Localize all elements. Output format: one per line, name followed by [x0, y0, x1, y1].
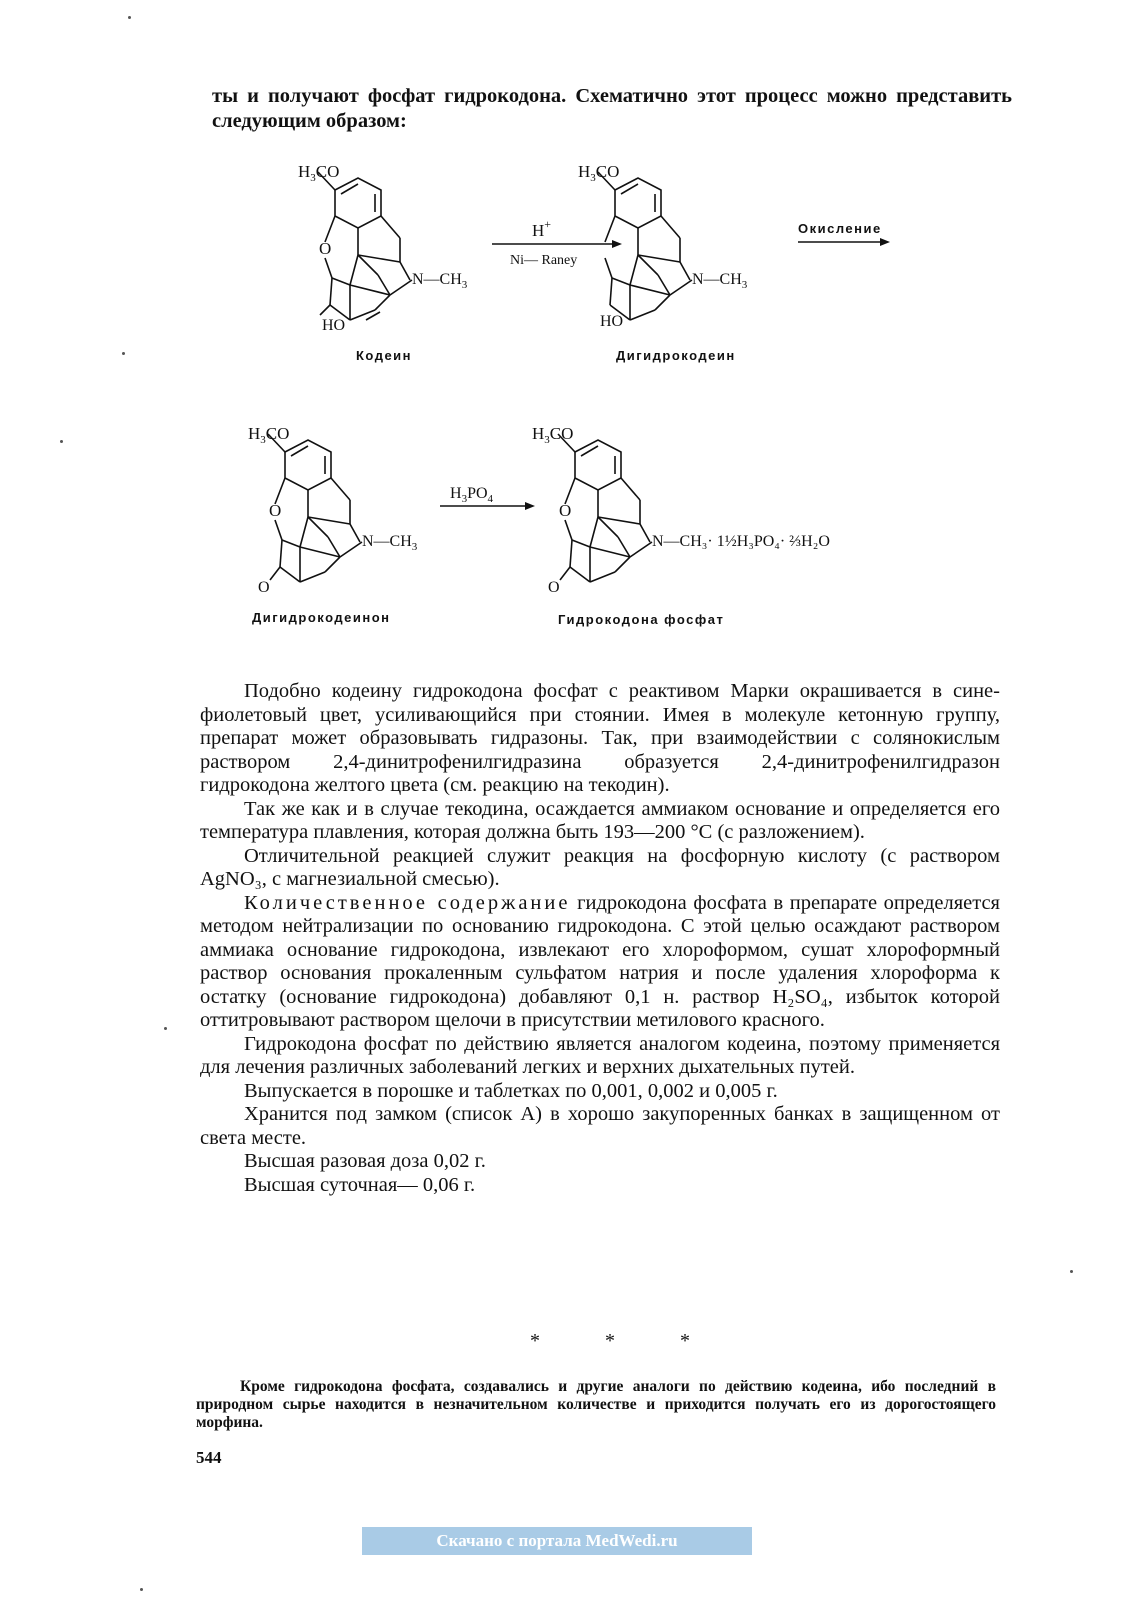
- paragraph: Гидрокодона фосфат по действию является аналогом кодеина, поэтому применяется для лечения различных заболеваний легких и верхних дыхательных путей.: [200, 1032, 1000, 1078]
- paragraph: Количественное содержание гидрокодона фосфата в препарате определяется методом нейтрализации по основанию гидрокодона. С этой целью осаждают раствором аммиака основание гидрокодона, извлекают его хлороформом, сушат хлороформный раствор основания прокаленным сульфатом натрия и после удаления хлороформа к остатку (основание гидрокодона) добавляют 0,1 н. раствор H₂SO₄, избыток которой оттитровывают раствором щелочи в присутствии метилового красного.: [200, 891, 1000, 1031]
- scan-speck: [164, 1027, 167, 1030]
- spaced-heading: Количественное содержание: [244, 891, 571, 914]
- svg-text:H3CO: $H_3CO$: [298, 162, 340, 184]
- svg-text:HO: HO: [322, 317, 346, 334]
- paragraph: Высшая разовая доза 0,02 г.: [244, 1150, 486, 1172]
- scan-speck: [122, 352, 125, 355]
- paragraph: Выпускается в порошке и таблетках по 0,001, 0,002 и 0,005 г.: [244, 1079, 778, 1102]
- svg-text:N—CH3: $N—CH_3$: [412, 271, 468, 291]
- hydrocodone-phosphate-structure: [532, 424, 830, 627]
- footnote: Кроме гидрокодона фосфата, создавались и другие аналоги по действию кодеина, ибо последний в природном сырье находится в незначительном количестве и приходится получать его из дорогостоящего морфина.: [196, 1378, 996, 1431]
- page-number: 544: [196, 1448, 222, 1467]
- paragraph: Высшая суточная— 0,06 г.: [244, 1173, 476, 1196]
- codeine-structure: [298, 162, 468, 363]
- download-watermark-link[interactable]: Скачано с портала MedWedi.ru: [362, 1527, 752, 1555]
- paragraph: Хранится под замком (список А) в хорошо закупоренных банках в защищенном от света месте.: [200, 1103, 1000, 1149]
- arrow-hydrogenation: [492, 217, 622, 268]
- svg-text:O: O: [559, 501, 572, 520]
- scan-speck: [128, 16, 131, 19]
- paragraph: Подобно кодеину гидрокодона фосфат с реактивом Марки окрашивается в сине-фиолетовый цвет, усиливающийся при стоянии. Имея в молекуле кетонную группу, препарат может образовывать гидразоны. Так, при взаимодействии с солянокислым раствором 2,4-динитрофенилгидразина образуется 2,4-динитрофенилгидразон гидрокодона желтого цвета (см. реакцию на текодин).: [200, 680, 1000, 796]
- scan-speck: [140, 1588, 143, 1591]
- arrow-oxidation: [798, 221, 890, 246]
- dihydrocodeine-label: Дигидрокодеин: [616, 348, 736, 363]
- paragraph: Отличительной реакцией служит реакция на фосфорную кислоту (с раствором AgNO₃, с магнезиальной смесью).: [200, 844, 1000, 890]
- svg-text:H3PO4: $H_3PO_4$: [450, 485, 494, 505]
- arrow-phosphoric-acid: [440, 485, 535, 510]
- intro-text: ты и получают фосфат гидрокодона. Схематично этот процесс можно представить следующим образом:: [212, 85, 1012, 132]
- scan-speck: [60, 440, 63, 443]
- dihydrocodeine-structure: [578, 162, 748, 363]
- svg-text:H+: H+: [532, 217, 552, 240]
- reaction-scheme: [240, 150, 1000, 640]
- svg-text:O: O: [319, 239, 332, 258]
- codeine-label: Кодеин: [356, 348, 413, 363]
- hydrocodone-phosphate-label: Гидрокодона фосфат: [558, 612, 725, 627]
- svg-text:O: O: [548, 579, 560, 596]
- svg-text:N—CH₃· 1½H₃PO₄· ⅔H₂O: N—CH₃· 1½H₃PO₄· ⅔H₂O: [652, 533, 830, 550]
- body-text: [200, 680, 1000, 1197]
- svg-text:N—CH3: $N—CH_3$: [692, 271, 748, 291]
- dihydrocodeinone-structure: [248, 424, 418, 625]
- svg-text:HO: HO: [600, 313, 624, 330]
- svg-text:O: O: [258, 579, 270, 596]
- svg-text:H3CO: $H_3CO$: [532, 424, 574, 446]
- scan-speck: [1070, 1270, 1073, 1273]
- svg-text:O: O: [269, 501, 282, 520]
- svg-text:N—CH3: $N—CH_3$: [362, 533, 418, 553]
- svg-text:Окисление: Окисление: [798, 221, 882, 236]
- section-separator: * * *: [530, 1330, 720, 1352]
- paragraph: Так же как и в случае текодина, осаждается аммиаком основание и определяется его температура плавления, которая должна быть 193—200 °С (с разложением).: [200, 797, 1000, 843]
- svg-text:Ni— Raney: Ni— Raney: [510, 253, 578, 268]
- dihydrocodeinone-label: Дигидрокодеинон: [252, 610, 391, 625]
- svg-text:H3CO: $H_3CO$: [248, 424, 290, 446]
- svg-text:H3CO: $H_3CO$: [578, 162, 620, 184]
